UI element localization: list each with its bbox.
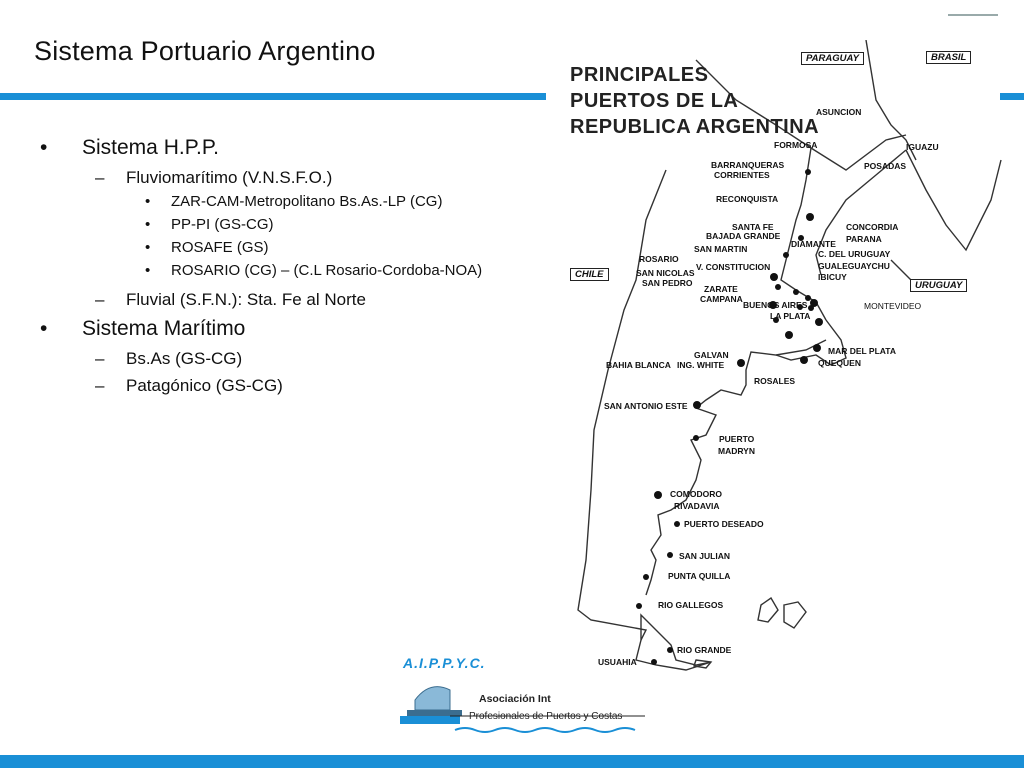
malvinas-west (758, 598, 778, 622)
port-marker (693, 435, 699, 441)
port-marker (770, 273, 778, 281)
logo-line-1: Asociación Int (479, 693, 551, 705)
country-label-chile: CHILE (570, 268, 609, 281)
port-marker (813, 344, 821, 352)
port-label: LA PLATA (770, 311, 811, 321)
port-label: ASUNCION (816, 107, 862, 117)
port-marker (667, 647, 673, 653)
port-marker (654, 491, 662, 499)
bullet-item: – Fluviomarítimo (V.N.S.F.O.) (95, 168, 333, 187)
country-label-paraguay: PARAGUAY (801, 52, 864, 65)
port-marker (636, 603, 642, 609)
map-title-line: PRINCIPALES (570, 64, 709, 86)
country-label-uruguay: URUGUAY (910, 279, 967, 292)
port-label: GALVAN (694, 350, 729, 360)
port-label: SAN ANTONIO ESTE (604, 401, 688, 411)
port-marker (806, 213, 814, 221)
port-label: FORMOSA (774, 140, 818, 150)
port-label: PUNTA QUILLA (668, 571, 731, 581)
bullet-list (40, 134, 500, 401)
port-label: PARANA (846, 234, 882, 244)
bullet-item: • Sistema H.P.P. (40, 136, 219, 159)
port-label: SAN NICOLAS (636, 268, 695, 278)
port-marker (805, 169, 811, 175)
port-label: RIVADAVIA (674, 501, 720, 511)
port-label: POSADAS (864, 161, 907, 171)
port-label: RECONQUISTA (716, 194, 779, 204)
port-label: CAMPANA (700, 294, 743, 304)
port-marker (667, 552, 673, 558)
map-title-line: PUERTOS DE LA (570, 90, 739, 112)
port-label: BAHIA BLANCA (606, 360, 671, 370)
port-marker (785, 331, 793, 339)
argentina-ports-map (546, 40, 1006, 705)
port-label: MADRYN (718, 446, 755, 456)
bullet-item: • ZAR-CAM-Metropolitano Bs.As.-LP (CG) (145, 193, 443, 210)
port-label: PUERTO DESEADO (684, 519, 764, 529)
bullet-item: • Sistema Marítimo (40, 317, 246, 340)
logo-line-2: Profesionales de Puertos y Costas (469, 711, 623, 722)
port-label: C. DEL URUGUAY (818, 249, 891, 259)
bullet-item: – Patagónico (GS-CG) (95, 376, 283, 395)
port-marker (775, 284, 781, 290)
bullet-item: • ROSAFE (GS) (145, 239, 269, 256)
port-marker (643, 574, 649, 580)
bullet-item: – Bs.As (GS-CG) (95, 349, 243, 368)
port-label: RIO GRANDE (677, 645, 732, 655)
port-label: ZARATE (704, 284, 738, 294)
port-marker (793, 289, 799, 295)
port-label: MONTEVIDEO (864, 301, 922, 311)
port-label: V. CONSTITUCION (696, 262, 771, 272)
port-label: PUERTO (719, 434, 755, 444)
malvinas-east (784, 602, 806, 628)
port-label: ROSALES (754, 376, 796, 386)
port-label: QUEQUEN (818, 358, 861, 368)
slide-title: Sistema Portuario Argentino (34, 36, 376, 66)
port-label: GUALEGUAYCHU (818, 261, 890, 271)
port-marker (815, 318, 823, 326)
port-marker (674, 521, 680, 527)
map-title (570, 62, 819, 140)
top-rule (948, 14, 998, 16)
title-underline (0, 93, 546, 100)
port-marker (810, 299, 818, 307)
logo-arc-text: A.I.P.P.Y.C. (403, 655, 486, 671)
footer-bar (0, 755, 1024, 768)
port-marker (783, 252, 789, 258)
port-marker (800, 356, 808, 364)
port-label: SAN PEDRO (642, 278, 693, 288)
map-title-line: REPUBLICA ARGENTINA (570, 116, 820, 138)
bullet-item: • ROSARIO (CG) – (C.L Rosario-Cordoba-NOA) (145, 262, 483, 279)
port-label: SAN MARTIN (694, 244, 748, 254)
port-label: RIO GALLEGOS (658, 600, 724, 610)
aippyc-logo (395, 655, 655, 745)
port-label: DIAMANTE (791, 239, 836, 249)
port-label: USUAHIA (598, 657, 637, 667)
brasil-border (906, 150, 1001, 250)
port-label: BAJADA GRANDE (706, 231, 781, 241)
port-label: MAR DEL PLATA (828, 346, 896, 356)
port-label: IBICUY (818, 272, 847, 282)
parana-river (781, 148, 826, 320)
port-label: COMODORO (670, 489, 722, 499)
port-label: SANTA FE (732, 222, 774, 232)
port-label: BARRANQUERAS (711, 160, 785, 170)
port-marker (693, 401, 701, 409)
bullet-item: – Fluvial (S.F.N.): Sta. Fe al Norte (95, 290, 366, 309)
bullet-item: • PP-PI (GS-CG) (145, 216, 274, 233)
port-label: ROSARIO (639, 254, 679, 264)
port-label: ING. WHITE (677, 360, 725, 370)
port-label: IGUAZU (906, 142, 939, 152)
port-marker (737, 359, 745, 367)
atlantic-coast (646, 352, 831, 595)
port-label: SAN JULIAN (679, 551, 731, 561)
country-label-brasil: BRASIL (926, 51, 971, 64)
port-label: BUENOS AIRES (743, 300, 808, 310)
port-label: CORRIENTES (714, 170, 770, 180)
port-label: CONCORDIA (846, 222, 899, 232)
